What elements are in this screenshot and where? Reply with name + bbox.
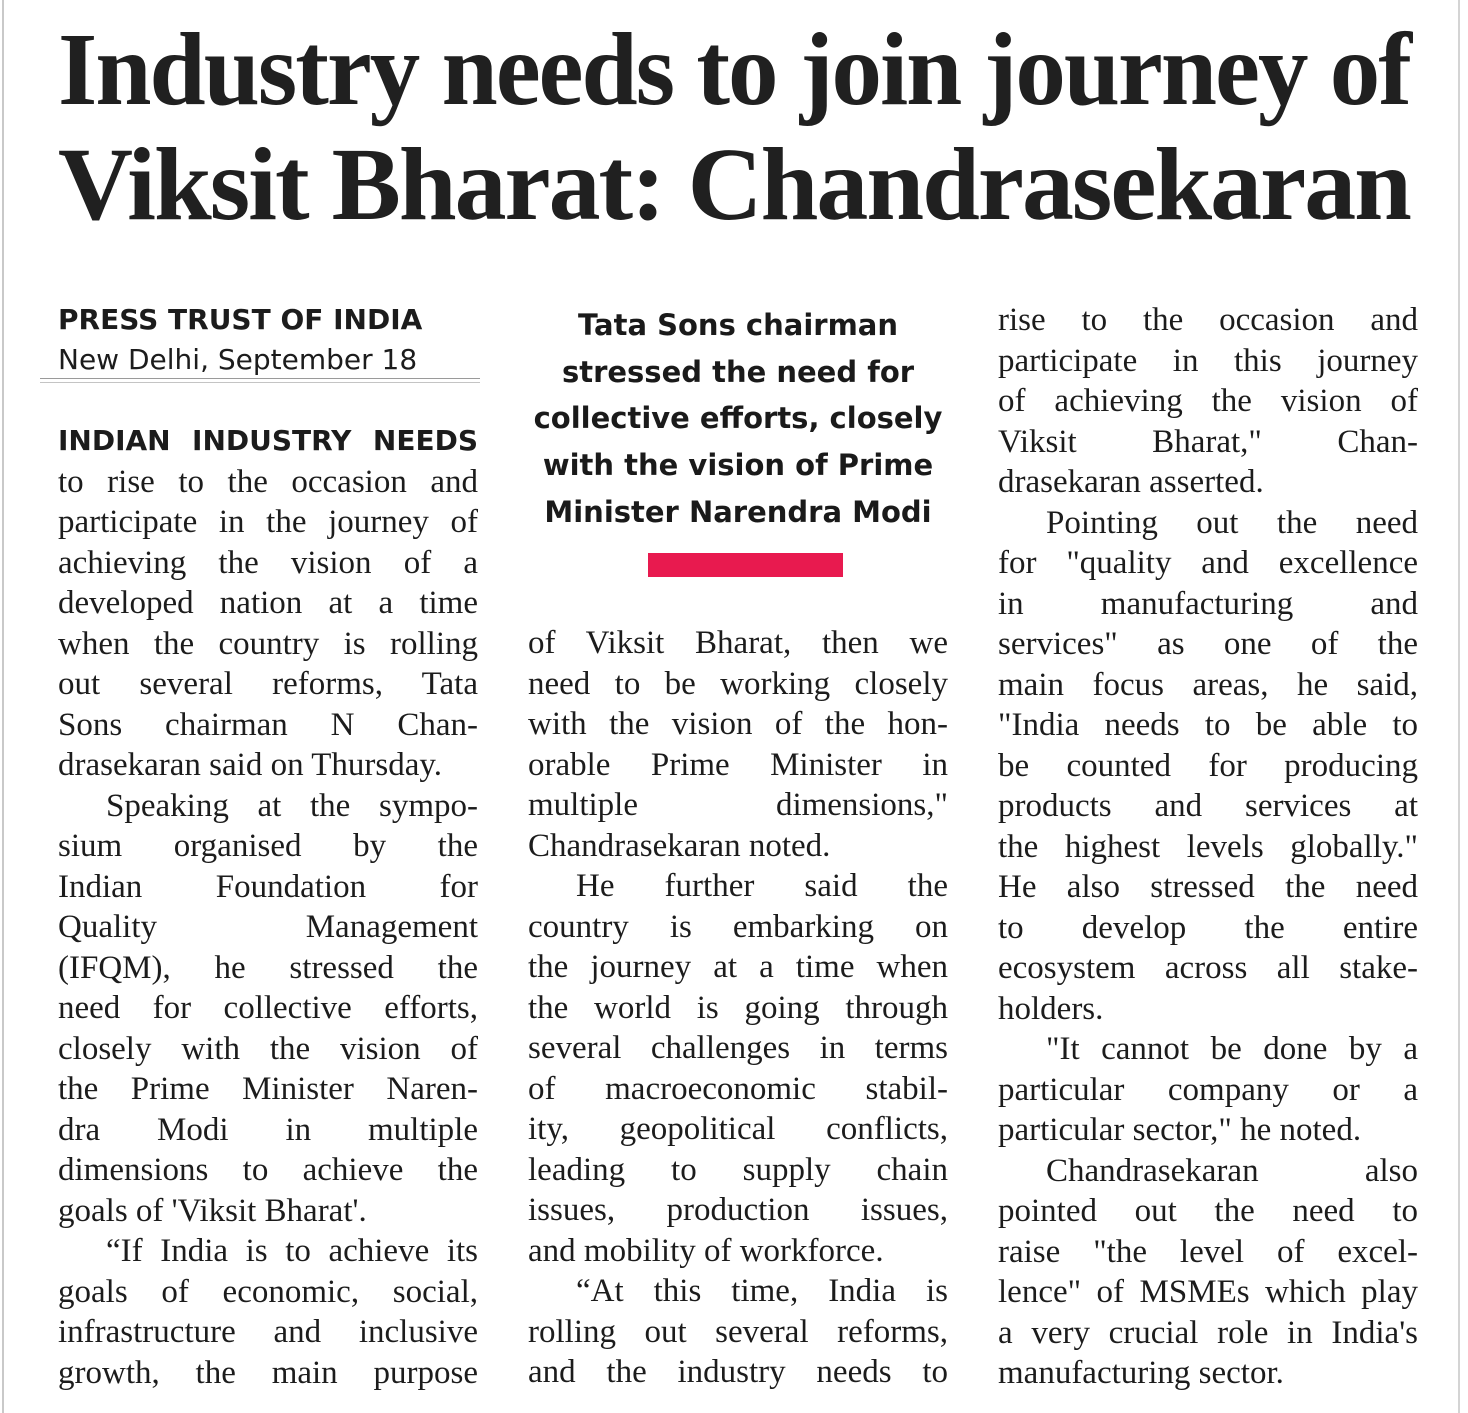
byline-rule [40,378,480,383]
article-line: holders. [998,990,1104,1027]
article-line: Viksit Bharat," Chan- [998,423,1418,460]
article-line: participate in the journey of [58,504,478,540]
article-line: achieving the vision of a [58,544,478,581]
article-line: to rise to the occasion and [58,463,478,500]
article-line: goals of economic, social, [58,1273,478,1310]
article-line: multiple dimensions," [528,787,948,823]
article-line: growth, the main purpose [58,1354,478,1391]
article-column-3 [998,300,1418,1394]
article-line: of macroeconomic stabil- [528,1070,948,1107]
article-line: Sons chairman N Chan- [58,706,478,743]
byline-agency: PRESS TRUST OF INDIA [58,303,423,336]
article-line: developed nation at a time [58,585,478,621]
page-border-left [2,0,4,1413]
article-line: leading to supply chain [528,1151,948,1188]
article-line: (IFQM), he stressed the [58,949,478,986]
article-line: Pointing out the need [1046,504,1418,541]
article-line: need to be working closely [528,665,948,702]
article-line: and the industry needs to [528,1354,948,1390]
pull-quote-line: stressed the need for [561,354,915,389]
article-line: He further said the [576,868,948,904]
article-line: ecosystem across all stake- [998,950,1418,986]
byline [58,300,478,380]
article-line: Chandrasekaran also [1046,1152,1418,1189]
article-line: the Prime Minister Naren- [58,1071,478,1107]
article-line: pointed out the need to [998,1193,1418,1229]
article-line: lence" of MSMEs which play [998,1274,1418,1310]
article-line: goals of 'Viksit Bharat'. [58,1192,367,1229]
article-line: of Viksit Bharat, then we [528,625,948,661]
article-line: need for collective efforts, [58,990,478,1026]
article-line: ity, geopolitical conflicts, [528,1111,948,1147]
article-column-1 [58,421,478,1393]
article-line: INDIAN INDUSTRY NEEDS [58,424,478,457]
article-line: country is embarking on [528,908,948,945]
article-line: of achieving the vision of [998,383,1418,419]
article-line: main focus areas, he said, [998,666,1418,703]
byline-dateline: New Delhi, September 18 [58,343,418,376]
article-line: orable Prime Minister in [528,746,948,783]
article-line: services" as one of the [998,626,1418,662]
article-line: be counted for producing [998,747,1418,784]
article-line: “At this time, India is [576,1273,948,1309]
accent-bar [648,553,843,577]
article-line: He also stressed the need [998,869,1418,905]
article-line: "It cannot be done by a [1046,1031,1418,1067]
article-line: with the vision of the hon- [528,706,948,742]
article-line: Quality Management [58,909,478,945]
article-line: manufacturing sector. [998,1355,1284,1391]
article-line: closely with the vision of [58,1030,478,1067]
pull-quote-line: collective efforts, closely [533,401,943,436]
article-line: several challenges in terms [528,1030,948,1066]
article-line: the world is going through [528,989,948,1026]
article-line: rise to the occasion and [998,302,1418,338]
article-line: products and services at [998,788,1418,824]
article-line: sium organised by the [58,828,478,864]
headline-line: Viksit Bharat: Chandrasekaran [58,127,1410,242]
headline-line: Industry needs to join journey of [58,12,1410,127]
article-line: rolling out several reforms, [528,1313,948,1350]
article-line: issues, production issues, [528,1192,948,1228]
article-line: "India needs to be able to [998,707,1418,743]
article-line: the highest levels globally." [998,828,1418,865]
article-line: infrastructure and inclusive [58,1314,478,1350]
article-line: drasekaran asserted. [998,464,1264,500]
article-line: for "quality and excellence [998,545,1418,581]
pull-quote-line: with the vision of Prime [542,448,934,483]
article-line: “If India is to achieve its [106,1233,478,1269]
article-line: when the country is rolling [58,625,478,662]
article-line: Chandrasekaran noted. [528,827,831,864]
article-line: out several reforms, Tata [58,666,478,702]
article-line: to develop the entire [998,909,1418,946]
pull-quote [518,302,958,536]
article-line: raise "the level of excel- [998,1233,1418,1270]
article-line: dra Modi in multiple [58,1111,478,1148]
article-line: dimensions to achieve the [58,1152,478,1188]
article-line: in manufacturing and [998,585,1418,622]
article-line: and mobility of workforce. [528,1232,884,1269]
article-column-2 [528,623,948,1393]
headline [58,12,1410,242]
article-line: Indian Foundation for [58,868,478,905]
article-line: a very crucial role in India's [998,1314,1418,1351]
article-line: Speaking at the sympo- [106,787,478,824]
pull-quote-line: Minister Narendra Modi [544,494,932,529]
page-border-right [1458,0,1460,1413]
pull-quote-line: Tata Sons chairman [577,308,899,342]
article-line: participate in this journey [998,342,1418,379]
article-line: drasekaran said on Thursday. [58,747,442,783]
article-line: the journey at a time when [528,949,948,985]
article-line: particular company or a [998,1071,1418,1108]
article-line: particular sector," he noted. [998,1112,1362,1148]
